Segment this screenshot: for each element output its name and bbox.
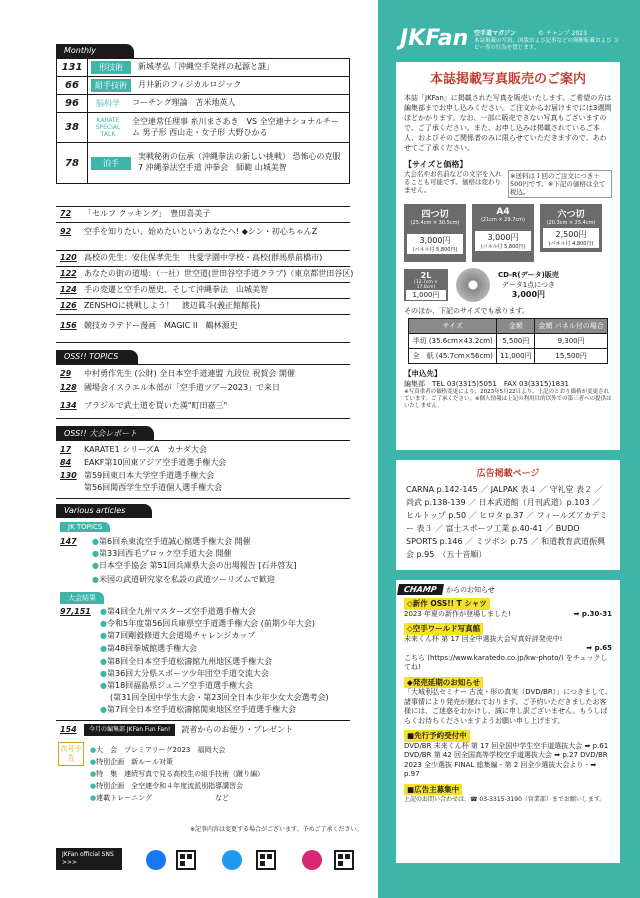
report-header [56,426,154,440]
page-number: 128 [60,383,77,392]
monthly-header [56,44,134,58]
jkfan-logo [400,26,468,51]
copyright: © チャンプ 2023 [538,30,587,37]
divider [56,364,350,365]
report-label: OSS!! 大会レポート [64,429,138,438]
table-header: 金額 パネル付の場合 [535,319,608,334]
news-head: ■広告主募集中 [404,784,462,796]
next-item: ●連載トレーニング など [90,794,229,802]
category-tag: KARATE SPECIAL TALK [95,117,121,138]
size-name: 六つ切 [557,210,585,220]
sns-bar [56,848,122,870]
contents-line[interactable] [60,368,295,380]
list-item[interactable]: ●日本空手協会 第51回兵庫県大会の出場報告 [石井啓友] [92,561,297,570]
page-number: 84 [60,458,72,467]
category-tag: 脳科学 [96,99,120,108]
size-option[interactable] [540,204,602,252]
table-cell: 5,500円 [497,334,535,349]
list-item[interactable]: ●第36回大分県スポーツ少年団空手道交流大会 [100,669,269,678]
size-note: ※送料は１回のご注文につき＋500円です。※下記の価格は全て税込。 [508,170,612,198]
contents-line[interactable] [60,320,238,332]
contents-line[interactable] [60,252,322,264]
size-price: 1,000円 [406,290,446,300]
logo-text: JKFan [400,26,469,51]
size-name: 2L [420,271,432,280]
line-text: KARATE1 シリーズA カナダ大会 [84,445,207,454]
item-text: 日本空手協会 第51回兵庫県大会の出場報告 [石井啓友] [98,561,297,570]
news-head: ◇新作 OSS!! T シャツ [404,598,490,610]
size-sub: (パネル付 5,800円) [480,244,526,250]
size-sub: (パネル付 5,800円) [412,247,458,253]
size-price: 3,000円 [419,236,451,245]
champ-label: CHAMP [397,584,444,595]
contents-line[interactable] [60,226,360,238]
monthly-row[interactable] [57,59,349,77]
table-cell: 11,000円 [497,349,535,364]
row-title: 実戦秘術の伝承（沖縄拳法の新しい挑戦） 恐怖心の克服7 沖縄拳法空手道 沖拳会 師範 山城美智 [138,152,341,172]
page-number: 147 [60,537,77,546]
twitter-qr-code [256,850,276,870]
page-number: 97,151 [60,607,91,616]
size-name: 四つ切 [421,210,449,220]
page-number: 131 [61,62,83,73]
table-cell: 半切 (35.6cm×43.2cm) [409,334,497,349]
page-number: 124 [60,285,77,294]
page-number: 17 [60,445,72,454]
table-cell: 全 紙 (45.7cm×56cm) [409,349,497,364]
list-item[interactable]: ●米国の武道研究家を私設の武道ツーリズムで歓迎 [92,575,275,584]
line-text: 競技カラテドー漫画 MAGIC II 鶴林源史 [84,321,238,330]
row-title: コーチング理論 苫米地英人 [132,98,236,108]
item-text: 第6回糸東流空手道誠心館選手権大会 開催 [98,537,251,546]
item-text: 第8回全日本空手道松濤館九州地区選手権大会 [106,657,273,666]
ads-title: 広告掲載ページ [476,469,540,479]
other-sizes-table [408,318,608,364]
item-text: 連載トレーニング など [96,794,229,802]
list-item[interactable]: ●令和5年度第56回兵庫県空手道選手権大会 (前期少年大会) [100,619,316,628]
page-number: 38 [65,122,79,133]
monthly-label: Monthly [64,46,97,55]
size-dim: (25.4cm × 30.5cm) [410,220,460,226]
contents-line[interactable] [60,457,226,469]
divider [56,282,350,283]
contents-line[interactable] [60,724,293,736]
jk-topics-tag [60,522,110,532]
line-text: ブラジルで武士道を買いた漢"町田嘉三" [84,401,228,410]
contents-line[interactable] [60,268,353,280]
item-text: 第33回西毛ブロック空手道大会 開催 [98,549,232,558]
facebook-icon[interactable] [146,850,166,870]
next-label-text: 次号予告 [60,745,82,762]
contents-line[interactable] [60,208,210,220]
table-row [409,334,608,349]
divider [56,440,350,441]
page-number: 66 [65,80,79,91]
apply-note: ※写真重者の価格変更により、2023年5月22日より、上記のとおり価格が変更されています。ご了承ください。※個人情報は上記の利用目的以外での第三者への提供はいたしません。 [404,389,612,409]
ads-box [396,460,620,570]
item-text: 米国の武道研究家を私設の武道ツーリズムで歓迎 [98,575,275,584]
next-item: ●特 集 連続写真で見る高校生の組手技術（蹴り編） [90,770,265,778]
row-title: 月井新のフィジカルロジック [138,80,242,90]
list-item[interactable]: ●第8回全日本空手道松濤館九州地区選手権大会 [100,657,273,666]
size-option[interactable] [472,204,534,262]
page-number: 96 [65,98,79,109]
category-tag: 泊手 [91,157,131,170]
size-option[interactable] [404,204,466,262]
line-text: EAKF第10回東アジア空手道選手権大会 [84,458,227,467]
list-item[interactable] [110,692,329,704]
divider [56,250,350,251]
cdr-desc: データ1点につき [501,281,556,289]
news-item[interactable] [404,784,612,805]
apply-contact: 編集部 TEL 03(3315)5051 FAX 03(3315)1831 [404,380,570,388]
list-item[interactable]: ●第7回全日本空手道松濤館関東地区空手道選手権大会 [100,705,297,714]
list-item[interactable]: ●第6回糸東流空手道誠心館選手権大会 開催 [92,537,251,546]
news-body: DVD/BR 未来くん杯 第 17 回全国中学生空手道選抜大会 ➡ p.61 DVD/BR 第 42 回全国高等学校空手道選抜大会 ➡ p.27 DVD/BR 2023 全少選抜 FINAL 総集編 - 第 2 回全少選抜大会より - ➡ p.97 [404,741,609,778]
line-text: 手の変遷と空手の歴史、そして沖縄拳法 山城美智 [84,285,268,294]
page-ref: ➡ p.65 [586,644,612,652]
results-label: 大会結果 [68,594,96,602]
contents-line[interactable] [60,482,222,494]
line-text: あなたの街の道場：（一社）世空道(世田谷空手道クラブ)（東京都世田谷区) [84,269,354,278]
various-header [56,504,152,518]
size-name: A4 [496,207,510,217]
news-head: ◆発売延期のお知らせ [404,677,483,689]
news-item[interactable] [404,677,612,727]
divider [56,720,350,721]
size-dim: (20.3cm × 25.4cm) [546,220,596,226]
photo-sales-box [396,62,620,450]
various-label: Various articles [64,506,126,515]
divider [56,266,350,267]
line-text: 國場会イスラエル本部が「空手道ツアー2023」で来日 [84,383,281,392]
champ-news-box [396,580,620,863]
item-text: 第36回大分県スポーツ少年団空手道交流大会 [106,669,269,678]
line-text: 第56回関西学生空手道個人選手権大会 [84,483,223,492]
news-item[interactable] [404,730,612,780]
list-item[interactable]: ●第7回剛毅修道大会道場チャレンジカップ [100,631,256,640]
item-text: 第4回全九州マスターズ空手道選手権大会 [106,607,256,616]
line-text: 「セルフ クッキング」 豊田喜美子 [84,209,211,218]
item-text: 第18回福島県ジュニア空手道選手権大会 [106,681,254,690]
item-text: 第7回剛毅修道大会道場チャレンジカップ [106,631,256,640]
divider [56,206,350,207]
letters-tag: 今月の編集部 JKFan Fun Fan! [84,724,175,736]
monthly-table [56,58,350,184]
size-price: 2,500円 [555,230,587,239]
other-sizes-label: そのほか、下記のサイズでも承ります。 [404,307,529,315]
divider [56,418,350,419]
page-number: 29 [60,369,72,378]
monthly-row[interactable] [57,95,349,113]
row-title: 新城孝弘「沖縄空手発祥の起源と謎」 [138,62,274,72]
next-issue-label [58,742,84,766]
next-item: ●特別企画 新ルール対策 [90,758,173,766]
jk-topics-label: JK TOPICS [68,523,103,531]
size-options [404,204,612,262]
jk-topics-page [60,536,84,548]
twitter-icon[interactable] [222,850,242,870]
size-dim: (12.7cm × 17.8cm) [414,280,438,290]
category-tag: 形技術 [91,61,131,74]
next-item: ●特別企画 全空連令和４年度流派別指導講習会 [90,782,244,790]
line-text: 高校の先生：安住保孝先生 共愛学園中学校・高校(群馬県前橋市) [84,253,323,262]
divider [56,222,350,223]
monthly-row[interactable] [57,113,349,143]
contents-line[interactable] [60,470,214,482]
contents-line[interactable] [60,382,280,394]
copyright-notice: 本誌掲載の写真、図版および記事などの無断転載および コピー等の行為を禁じます。 [474,38,619,51]
news-body: 未来くん杯 第 17 回全中選抜大会写真好評発売中! [404,634,563,643]
news-head: ■先行予約受付中 [404,730,470,742]
monthly-row[interactable] [57,77,349,95]
table-header: 金額 [497,319,535,334]
news-body: 「大城利弘セミナー 古流・形の真実（DVD/BR）」につきまして、諸事情により発売が遅れております。ご予約いただきましたお客様には、ご迷惑をおかけし、誠に申し訳ございません。もうしばらくお待ちくださいますようお願い申し上げます。 [404,688,612,725]
item-text: 特別企画 新ルール対策 [96,758,173,766]
item-text: 特 集 連続写真で見る高校生の組手技術（蹴り編） [96,770,265,778]
news-item[interactable] [404,623,612,673]
list-item[interactable]: ●第48回拳城館選手権大会 [100,644,198,653]
divider [56,498,350,499]
item-text: 第7回全日本空手道松濤館関東地区空手道選手権大会 [106,705,297,714]
monthly-row[interactable] [57,143,349,183]
magazine-name: 空手道マガジン [474,30,516,37]
line-text: 中村勇作先生 (公財) 全日本空手道連盟 九段位 祝賀会 開催 [84,369,295,378]
results-page [60,606,92,618]
page-number [60,482,84,494]
page-number: 130 [60,471,77,480]
cd-icon [456,268,490,302]
photo-sales-title: 本誌掲載写真販売のご案内 [429,72,586,87]
size-dim: (21cm × 29.7cm) [480,217,525,223]
photo-sales-intro: 本誌「JKFan」に掲載された写真を販売いたします。ご希望の方は編集部までお申し込みください。ご注文からお届けまでには3週間ほどかかります。なお、一部に販売できない写真もございますので、ご了承ください。また、お申し込みは掲載されているご本人、およびそのご関係者のみに限らせていただきますので、あわせてご了承ください。 [404,94,612,152]
contents-line[interactable] [60,284,268,296]
page-number: 122 [60,269,77,278]
results-tag [60,592,104,604]
size-price: 3,000円 [487,233,519,242]
divider [56,342,350,343]
item-text: (第31回全国中学生大会・第23回全日本少年少女大会選考会) [110,693,329,702]
cdr-price: 3,000円 [511,290,546,299]
footnote: ※記事内容は変更する場合がございます。予めご了承ください。 [190,826,363,833]
instagram-icon[interactable] [302,850,322,870]
list-item[interactable]: ●第4回全九州マスターズ空手道選手権大会 [100,607,256,616]
table-cell: 15,500円 [535,349,608,364]
next-item: ●大 会 プレミアリーグ2023 福岡大会 [90,746,226,754]
row-title: 全空連常任理事 糸川まさあき VS 全空連ナショナルチーム 男子形 西山走・女子形 大野ひかる [132,116,339,137]
table-header: サイズ [409,319,497,334]
contents-line[interactable] [60,300,260,312]
page-number: 156 [60,321,77,330]
page-ref: ➡ p.30-31 [573,609,612,618]
contents-line[interactable] [60,400,227,412]
line-text: 第59回東日本大学空手道選手権大会 [84,471,215,480]
apply-label: 【申込先】 [404,369,442,378]
page-number: 72 [60,209,72,218]
page-number: 126 [60,301,77,310]
news-extra: こちら (https://www.karatedo.co.jp/kw-photo/) をチェックしてね! [404,653,608,671]
news-body: 上記のお問い合わせは、☎ 03-3315-3190（営業部）までお願いします。 [404,796,606,803]
topics-label: OSS!! TOPICS [64,352,119,361]
news-head: ◇空手ワールド写真館 [404,623,483,635]
champ-sub: からのお知らせ [446,586,495,594]
instagram-qr-code [334,850,354,870]
sns-label: JKFan official SNS >>> [62,851,114,866]
item-text: 大 会 プレミアリーグ2023 福岡大会 [96,746,226,754]
facebook-qr-code [176,850,196,870]
line-text: 空手を知りたい、始めたいというあなたへ! ◆シン・初心ちゃんZ [84,227,318,236]
page-number: 120 [60,253,77,262]
divider [56,314,350,315]
cdr-title: CD-R(データ)販売 [498,271,559,279]
size-sub: (パネル付 4,800円) [548,241,594,247]
ads-list: CARNA p.142-145 ／ JALPAK 表４ ／ 守礼堂 表２ ／ 尚武 p.138-139 ／ 日本武道館（月刊武道）p.103 ／ ヒルトップ p.50 ／ ヒロタ p.37 ／ フィールズアカデミー 表３ ／ 富士スポーツ工業 p.40-41 ／ BUDO SPORTS p.146 ／ ミツボシ p.75 ／ 和道教育武道振興会 p.95 （五十音順） [406,485,608,559]
size-desc: 大会名やお名前などの文字を入れることも可能です。価格は変わりません。 [404,170,502,194]
divider [56,298,350,299]
size-label: 【サイズと価格】 [404,160,468,169]
size-option[interactable] [404,269,448,301]
item-text: 令和5年度第56回兵庫県空手道選手権大会 (前期少年大会) [106,619,316,628]
category-tag: 組手技術 [91,79,131,92]
list-item[interactable]: ●第18回福島県ジュニア空手道選手権大会 [100,681,254,690]
news-item[interactable] [404,598,612,619]
line-text: ZENSHOに挑戦しよう！ 渡辺眞斗(義正館館長) [84,301,261,310]
page-number: 154 [60,725,77,734]
table-row [409,349,608,364]
line-text: 読者からのお便り・プレゼント [181,725,294,734]
item-text: 第48回拳城館選手権大会 [106,644,198,653]
page-number: 78 [65,157,79,169]
list-item[interactable]: ●第33回西毛ブロック空手道大会 開催 [92,549,232,558]
page-number: 92 [60,227,72,236]
item-text: 特別企画 全空連令和４年度流派別指導講習会 [96,782,244,790]
contents-line[interactable] [60,444,207,456]
topics-header [56,350,138,364]
news-body: 2023 年夏の新作が登場しました! [404,609,511,618]
table-cell: 9,300円 [535,334,608,349]
page-number: 134 [60,401,77,410]
